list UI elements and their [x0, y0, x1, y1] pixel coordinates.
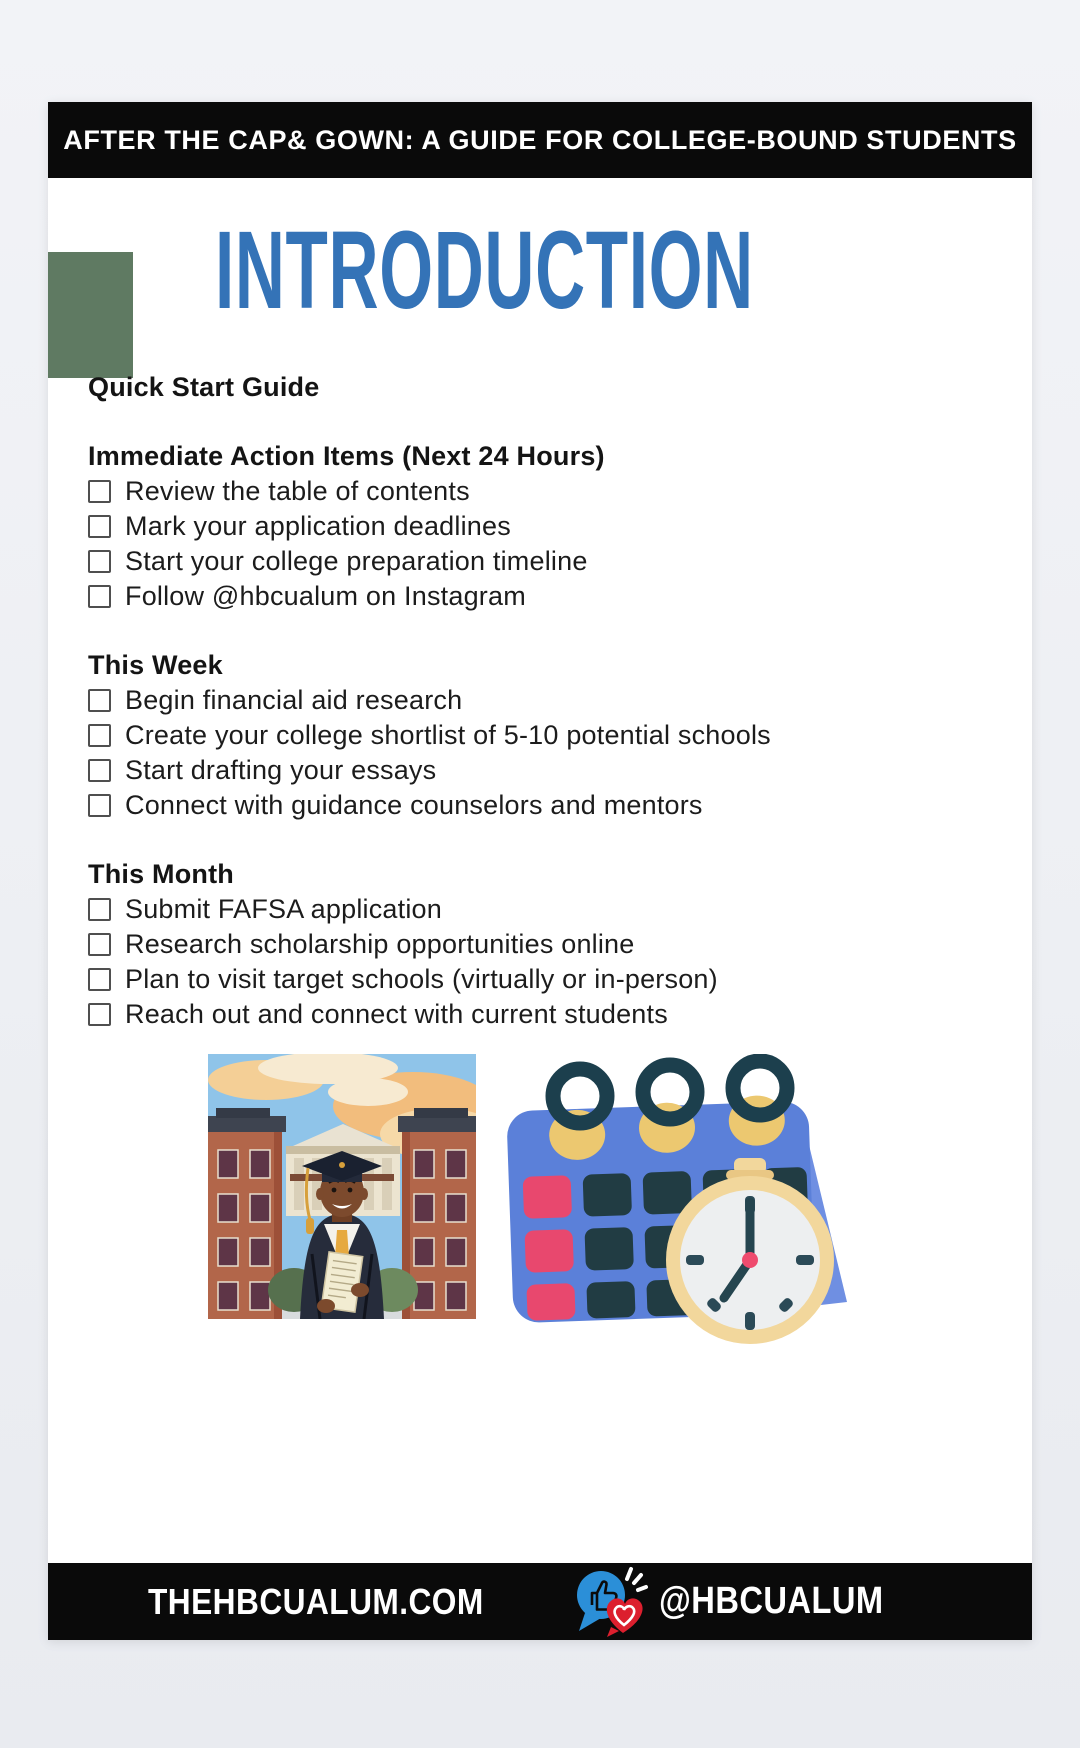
checkbox[interactable] — [88, 480, 111, 503]
checklist-item — [88, 683, 988, 718]
checkbox[interactable] — [88, 585, 111, 608]
checklist-item — [88, 544, 988, 579]
checklist-item — [88, 718, 988, 753]
checklist-heading: Immediate Action Items (Next 24 Hours) — [88, 441, 605, 471]
checklist-item-label: Reach out and connect with current students — [125, 999, 668, 1029]
checklist-item — [88, 753, 988, 788]
checkbox[interactable] — [88, 515, 111, 538]
checkbox[interactable] — [88, 794, 111, 817]
checklist-item-label: Review the table of contents — [125, 476, 470, 506]
checklist-item-label: Begin financial aid research — [125, 685, 463, 715]
checklist-item-label: Connect with guidance counselors and mentors — [125, 790, 703, 820]
checklist-heading: This Month — [88, 859, 234, 889]
header-title: AFTER THE CAP& GOWN: A GUIDE FOR COLLEGE-BOUND STUDENTS — [63, 124, 1017, 155]
footer-handle: @HBCUALUM — [658, 1580, 884, 1622]
checklist-item-label: Mark your application deadlines — [125, 511, 511, 541]
illustrations-row — [208, 1054, 847, 1347]
footer-banner — [48, 1563, 1032, 1640]
checklist-item-label: Create your college shortlist of 5-10 potential schools — [125, 720, 771, 750]
checkbox[interactable] — [88, 968, 111, 991]
checklist-item-label: Start your college preparation timeline — [125, 546, 588, 576]
checkbox[interactable] — [88, 550, 111, 573]
checklist-item — [88, 579, 988, 614]
footer-social — [571, 1565, 920, 1639]
checklist-section-immediate — [88, 439, 988, 614]
checkbox[interactable] — [88, 1003, 111, 1026]
checklist-heading: This Week — [88, 650, 223, 680]
checklist-item-label: Research scholarship opportunities online — [125, 929, 635, 959]
checklist-item-label: Submit FAFSA application — [125, 894, 442, 924]
checklist-item — [88, 962, 988, 997]
green-accent-square — [48, 252, 133, 378]
guide-page — [48, 102, 1032, 1640]
footer-website: THEHBCUALUM.COM — [148, 1580, 484, 1622]
quick-start-subtitle: Quick Start Guide — [88, 372, 320, 402]
checklist-item — [88, 509, 988, 544]
checklist-item — [88, 927, 988, 962]
checklist-section-week — [88, 648, 988, 823]
checklist-item — [88, 474, 988, 509]
checkbox[interactable] — [88, 898, 111, 921]
header-banner — [48, 102, 1032, 178]
calendar-clock-illustration — [502, 1054, 847, 1347]
graduate-illustration — [208, 1054, 476, 1319]
checkbox[interactable] — [88, 724, 111, 747]
checkbox[interactable] — [88, 759, 111, 782]
checkbox[interactable] — [88, 933, 111, 956]
checklist-item — [88, 997, 988, 1032]
checklist-item — [88, 892, 988, 927]
checklist-item-label: Follow @hbcualum on Instagram — [125, 581, 526, 611]
section-title: INTRODUCTION — [215, 209, 754, 332]
checklist-item-label: Start drafting your essays — [125, 755, 437, 785]
checkbox[interactable] — [88, 689, 111, 712]
thumbs-up-heart-bubbles-icon — [571, 1565, 651, 1639]
checklist-section-month — [88, 857, 988, 1032]
checklist-item-label: Plan to visit target schools (virtually or in-person) — [125, 964, 718, 994]
checklist-content — [88, 370, 988, 1032]
checklist-item — [88, 788, 988, 823]
